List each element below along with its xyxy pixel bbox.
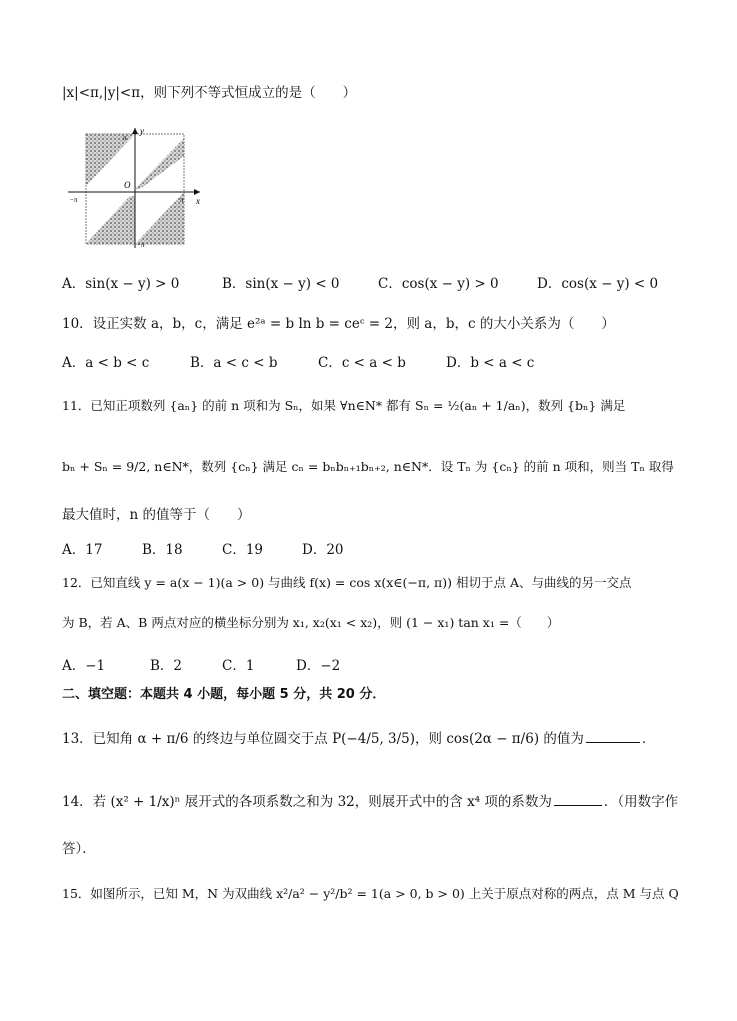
q12-line1: 12．已知直线 y = a(x − 1)(a > 0) 与曲线 f(x) = cos x(x∈(−π, π)) 相切于点 A、与曲线的另一交点 (62, 575, 632, 590)
top-pi-label: π (123, 134, 127, 142)
q12-option-d[interactable]: D．−2 (296, 658, 341, 674)
q13-answer-blank[interactable] (586, 730, 640, 743)
q12-option-c[interactable]: C．1 (222, 658, 255, 674)
q9-option-c[interactable]: C．cos(x − y) > 0 (378, 276, 499, 292)
q13-text: 13．已知角 α + π/6 的终边与单位圆交于点 P(−4/5, 3/5)，则 cos(2α − π/6) 的值为 (62, 731, 584, 747)
q9-option-a[interactable]: A．sin(x − y) > 0 (62, 276, 180, 292)
origin-label: O (124, 180, 131, 190)
q10-option-c[interactable]: C．c < a < b (318, 355, 406, 371)
q9-stem: |x|<π,|y|<π，则下列不等式恒成立的是（ ） (62, 85, 357, 101)
q14-text: 14．若 (x² + 1/x)ⁿ 展开式的各项系数之和为 32，则展开式中的含 x⁴ 项的系数为 (62, 794, 552, 810)
q10-option-b[interactable]: B．a < c < b (190, 355, 278, 371)
q11-option-b[interactable]: B．18 (142, 542, 183, 558)
shaded-region-upper-right (135, 138, 184, 189)
q12-option-a[interactable]: A．−1 (62, 658, 106, 674)
shaded-region-top-left (86, 134, 135, 186)
shaded-region-lower-left (86, 196, 135, 244)
q11-line2: bₙ + Sₙ = 9/2, n∈N*，数列 {cₙ} 满足 cₙ = bₙbₙ₊₁bₙ₊₂, n∈N*．设 Tₙ 为 {cₙ} 的前 n 项和，则当 Tₙ 取得 (62, 459, 674, 474)
y-label: y (140, 126, 144, 136)
right-pi-label: π (180, 196, 184, 204)
q11-option-c[interactable]: C．19 (222, 542, 264, 558)
q14-answer-blank[interactable] (554, 793, 602, 806)
y-axis-arrow (132, 128, 138, 134)
q14-line2: 答）． (62, 841, 96, 857)
q11-option-a[interactable]: A．17 (62, 542, 103, 558)
q14-line1 (62, 793, 678, 811)
q11-line3: 最大值时，n 的值等于（ ） (62, 507, 251, 523)
q9-option-d[interactable]: D．cos(x − y) < 0 (537, 276, 659, 292)
q15-line: 15．如图所示，已知 M，N 为双曲线 x²/a² − y²/b² = 1(a > 0, b > 0) 上关于原点对称的两点，点 M 与点 Q (62, 886, 679, 901)
q10-stem: 10．设正实数 a，b，c，满足 e²ᵃ = b ln b = ceᶜ = 2，则 a，b，c 的大小关系为（ ） (62, 316, 615, 332)
q11-line1: 11．已知正项数列 {aₙ} 的前 n 项和为 Sₙ，如果 ∀n∈N* 都有 Sₙ = ½(aₙ + 1/aₙ)，数列 {bₙ} 满足 (62, 398, 626, 413)
q9-graph (66, 126, 206, 250)
q12-option-b[interactable]: B．2 (150, 658, 183, 674)
q11-option-d[interactable]: D．20 (302, 542, 344, 558)
section-2-heading: 二、填空题：本题共 4 小题，每小题 5 分，共 20 分． (62, 687, 386, 702)
x-label: x (196, 196, 200, 206)
q9-figure (66, 126, 206, 250)
left-pi-label: −π (70, 196, 78, 204)
q12-line2: 为 B，若 A、B 两点对应的横坐标分别为 x₁, x₂(x₁ < x₂)，则 (1 − x₁) tan x₁ =（ ） (62, 615, 560, 630)
shaded-region-bottom-right (135, 192, 184, 244)
q13-line (62, 730, 655, 748)
q13-end: ． (641, 731, 656, 747)
bottom-pi-label: −π (137, 241, 145, 249)
q10-option-d[interactable]: D．b < a < c (446, 355, 535, 371)
q10-option-a[interactable]: A．a < b < c (62, 355, 150, 371)
x-axis-arrow (194, 189, 200, 195)
q9-option-b[interactable]: B．sin(x − y) < 0 (222, 276, 340, 292)
q14-end: ．（用数字作 (603, 794, 679, 810)
